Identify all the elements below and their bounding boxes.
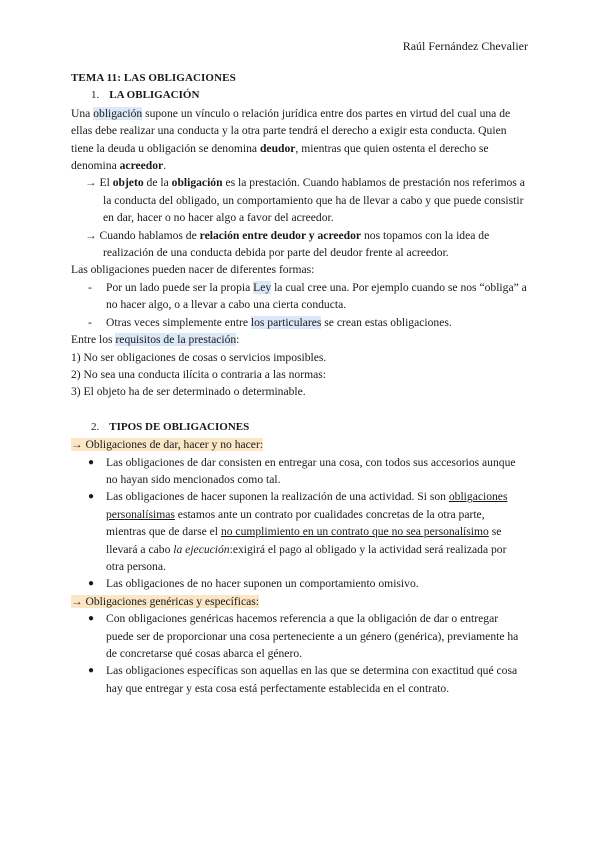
- bullet-marker: ●: [88, 491, 95, 503]
- bullet-marker: ●: [88, 456, 95, 468]
- group-title-genericas: → Obligaciones genéricas y específicas:: [71, 594, 260, 608]
- requirement-item: 3) El objeto ha de ser determinado o determinable.: [71, 385, 306, 399]
- section-title: LA OBLIGACIÓN: [109, 89, 200, 102]
- section-number: 2.: [91, 420, 100, 433]
- bullet-marker: ●: [88, 613, 95, 625]
- dash-marker: -: [88, 280, 92, 294]
- forms-intro: Las obligaciones pueden nacer de diferentes formas:: [71, 263, 315, 277]
- requirement-item: 1) No ser obligaciones de cosas o servicios imposibles.: [71, 350, 327, 364]
- section-title: TIPOS DE OBLIGACIONES: [109, 420, 250, 433]
- document-title: TEMA 11: LAS OBLIGACIONES: [71, 72, 236, 84]
- highlight: Ley: [253, 280, 272, 294]
- section-number: 1.: [91, 89, 100, 102]
- bullet-marker: ●: [88, 578, 95, 590]
- requirements-intro: Entre los requisitos de la prestación:: [71, 333, 240, 347]
- list-item: - Otras veces simplemente entre los particulares se crean estas obligaciones.: [71, 314, 527, 331]
- list-item: ● Las obligaciones de dar consisten en entregar una cosa, con todos sus accesorios aunque no hayan sido mencionados como tal.: [88, 455, 516, 486]
- arrow-point-relacion: → Cuando hablamos de relación entre deudor y acreedor nos topamos con la idea de realización de una conducta debida por parte del deudor frente al acreedor.: [85, 228, 490, 260]
- dash-marker: -: [88, 315, 92, 329]
- group-title-dar-hacer: → Obligaciones de dar, hacer y no hacer:: [71, 438, 264, 452]
- section-heading-obligacion: [91, 87, 527, 104]
- list-item: ● Las obligaciones de no hacer suponen un comportamiento omisivo.: [71, 575, 527, 592]
- highlight: los particulares: [250, 315, 322, 329]
- bold-term: deudor: [259, 141, 296, 155]
- list-item: ● Las obligaciones de hacer suponen la realización de una actividad. Si son obligaciones personalísimas estamos ante un contrato por cualidades concretas de la otra parte, mientras que de darse el no cumplimiento en un contrato que no sea personalísimo se llevará a cabo la ejecución:exigirá el pago al obligado y la actividad será realizada por otra persona.: [88, 490, 508, 573]
- underlined-term: no cumplimiento en un contrato que no sea personalísimo: [220, 525, 489, 539]
- bullet-marker: ●: [88, 665, 95, 677]
- bold-term: acreedor: [119, 159, 164, 173]
- list-item: ● Las obligaciones específicas son aquellas en las que se determina con exactitud qué cosa hay que entregar y esta cosa está perfectamente establecida en el contrato.: [88, 664, 518, 695]
- highlight: requisitos de la prestación: [115, 333, 237, 347]
- requirement-item: 2) No sea una conducta ilícita o contraria a las normas:: [71, 367, 326, 381]
- document-body: [71, 70, 527, 697]
- italic-term: la ejecución: [173, 542, 230, 556]
- section-heading-tipos: [91, 419, 527, 436]
- list-item: ● Con obligaciones genéricas hacemos referencia a que la obligación de dar o entregar puede ser de proporcionar una cosa perteneciente a un género (genérica), previamente ha de concretarse qué cosas abarca el género.: [88, 612, 519, 660]
- author-name: Raúl Fernández Chevalier: [402, 39, 528, 53]
- arrow-point-objeto: → El objeto de la obligación es la prestación. Cuando hablamos de prestación nos referimos a la conducta del obligado, un comportamiento que ha de llevar a cabo y que puede consistir en dar, hacer o no hacer algo a favor del acreedor.: [85, 176, 525, 225]
- intro-paragraph: Una obligación supone un vínculo o relación jurídica entre dos partes en virtud del cual una de ellas debe realizar una conducta y la otra parte tendrá el derecho a exigir esta conducta. Quien tiene la deuda u obligación se denomina deudor, mientras que quien ostenta el derecho se denomina acreedor.: [71, 106, 511, 173]
- highlight: obligación: [93, 106, 143, 120]
- list-item: - Por un lado puede ser la propia Ley la cual cree una. Por ejemplo cuando se nos “obliga” a no hacer algo, o a llevar a cabo una cierta conducta.: [88, 280, 527, 312]
- underlined-term: obligaciones personalísimas: [106, 490, 508, 521]
